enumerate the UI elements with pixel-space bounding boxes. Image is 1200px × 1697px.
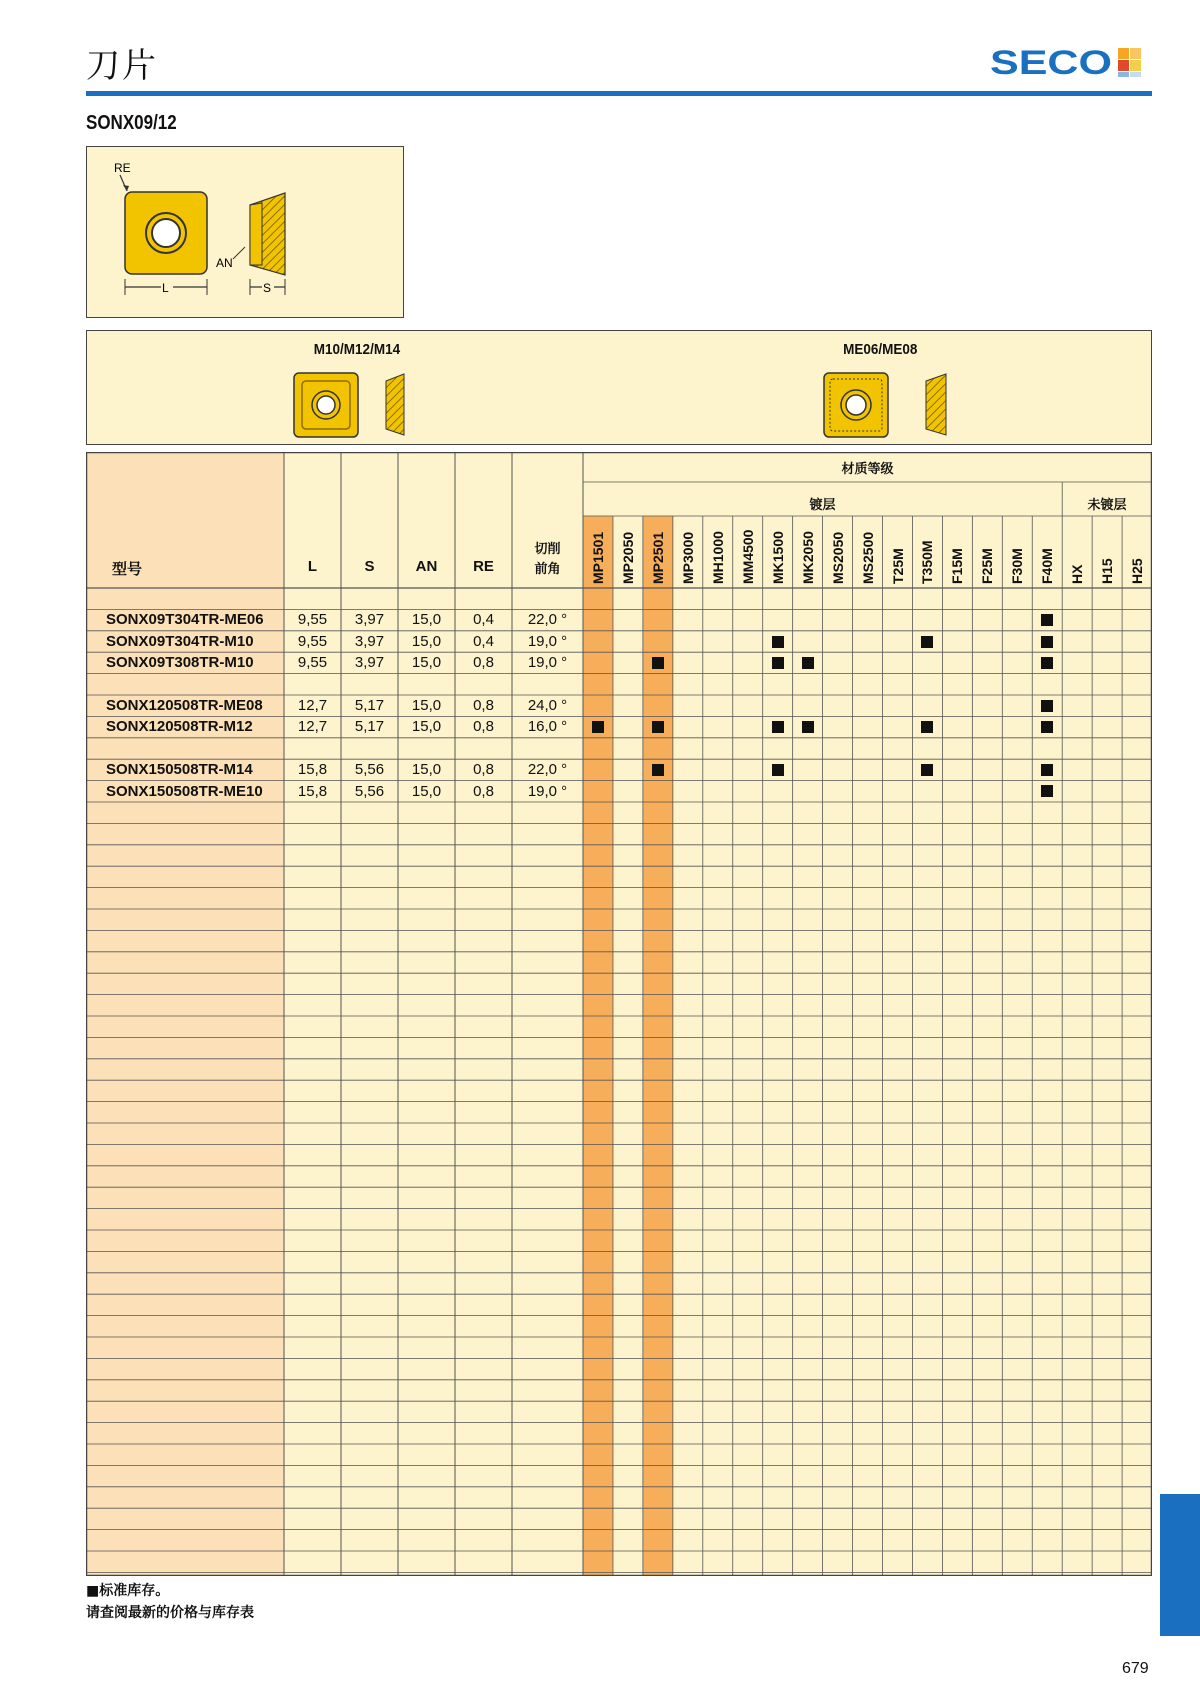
grade-header-hx: HX [1069,564,1086,584]
stock-mark-t350m [921,721,933,733]
row-l: 9,55 [297,654,328,672]
svg-text:SECO: SECO [990,44,1112,80]
header-l: L [307,558,318,575]
row-s: 3,97 [354,632,385,650]
variant-label-m: M10/M12/M14 [313,341,401,358]
svg-text:RE: RE [114,161,131,175]
header-an: AN [415,558,438,575]
grade-header-t25m: T25M [889,548,906,584]
row-an: 15,0 [411,654,442,672]
row-re: 0,8 [473,697,494,714]
svg-text:S: S [263,281,272,295]
stock-mark-mk1500 [772,657,784,669]
insert-dimension-diagram [86,146,404,318]
footnote-price: 请查阅最新的价格与库存表 [86,1605,254,1621]
stock-mark-f40m [1041,764,1053,776]
row-rake: 19,0 ° [527,632,568,650]
row-model: SONX150508TR-ME10 [106,782,263,800]
stock-mark-f40m [1041,785,1053,797]
grade-header-ms2500: MS2500 [859,531,876,584]
svg-text:L: L [162,281,169,295]
grade-header-mk2050: MK2050 [799,531,816,584]
row-re: 0,4 [473,632,494,650]
row-l: 12,7 [297,718,328,736]
row-model: SONX09T308TR-M10 [106,654,254,672]
grade-header-h25: H25 [1129,558,1146,584]
grade-header-mm4500: MM4500 [739,529,756,584]
row-rake: 22,0 ° [527,611,568,629]
row-re: 0,8 [473,718,494,736]
grade-header-f15m: F15M [949,548,966,584]
page-number: 679 [1122,1660,1149,1677]
stock-mark-f40m [1041,636,1053,648]
row-rake: 24,0 ° [527,697,568,714]
row-rake: 19,0 ° [527,782,568,800]
footnote-stock: ■标准库存。 [86,1583,170,1599]
section-tab [1160,1494,1200,1636]
header-uncoated: 未镀层 [1087,497,1127,512]
stock-mark-mk2050 [802,657,814,669]
product-family-title: SONX09/12 [86,112,177,134]
svg-text:AN: AN [216,256,233,270]
row-an: 15,0 [411,611,442,629]
grade-header-f30m: F30M [1009,548,1026,584]
row-an: 15,0 [411,718,442,736]
grade-header-f40m: F40M [1039,548,1056,584]
stock-mark-mp2501 [652,721,664,733]
insert-grade-table [86,452,1152,1576]
stock-mark-f40m [1041,657,1053,669]
grade-header-mp1501: MP1501 [590,531,606,584]
row-s: 3,97 [354,654,385,672]
row-model: SONX09T304TR-M10 [106,632,254,650]
footnote [86,1580,254,1624]
row-l: 15,8 [297,782,328,800]
row-l: 15,8 [297,761,328,779]
header-re: RE [473,558,494,575]
row-s: 5,56 [354,761,385,779]
row-model: SONX150508TR-M14 [106,761,253,779]
grade-header-mp2050: MP2050 [619,531,636,584]
insert-drawing [87,147,405,319]
row-model: SONX120508TR-ME08 [106,697,263,714]
row-an: 15,0 [411,697,442,714]
row-l: 9,55 [297,632,328,650]
stock-mark-f40m [1041,721,1053,733]
row-model: SONX120508TR-M12 [106,718,253,736]
header-coated: 镀层 [809,497,836,512]
header-divider [86,91,1152,96]
row-re: 0,8 [473,654,494,672]
insert-m-image [292,371,412,439]
stock-mark-mk1500 [772,764,784,776]
row-l: 9,55 [297,611,328,629]
row-l: 12,7 [297,697,328,714]
stock-mark-mk1500 [772,721,784,733]
insert-me-image [822,371,962,439]
grade-header-ms2050: MS2050 [829,531,846,584]
row-rake: 16,0 ° [527,718,568,736]
row-an: 15,0 [411,761,442,779]
grade-header-mp2501: MP2501 [649,531,666,584]
row-an: 15,0 [411,782,442,800]
row-an: 15,0 [411,632,442,650]
header-rake-1: 切削 [534,541,561,556]
row-s: 5,17 [354,697,385,714]
header-model: 型号 [111,561,142,578]
row-rake: 22,0 ° [527,761,568,779]
stock-mark-t350m [921,764,933,776]
stock-mark-mk1500 [772,636,784,648]
header-rake-2: 前角 [534,561,561,576]
stock-mark-f40m [1041,700,1053,712]
row-re: 0,4 [473,611,494,629]
grade-header-t350m: T350M [919,540,936,584]
stock-mark-mk2050 [802,721,814,733]
header-grade-group: 材质等级 [841,461,894,476]
stock-mark-f40m [1041,614,1053,626]
grade-header-mk1500: MK1500 [769,531,786,584]
grade-header-f25m: F25M [979,548,996,584]
variant-label-me: ME06/ME08 [843,341,918,358]
seco-logo [990,44,1152,80]
row-rake: 19,0 ° [527,654,568,672]
stock-mark-mp2501 [652,657,664,669]
stock-mark-t350m [921,636,933,648]
insert-variants-panel [86,330,1152,445]
page-title: 刀片 [86,46,158,86]
header-s: S [364,558,375,575]
grade-header-mh1000: MH1000 [709,531,726,584]
row-s: 5,56 [354,782,385,800]
row-s: 3,97 [354,611,385,629]
row-model: SONX09T304TR-ME06 [106,611,264,629]
grade-header-h15: H15 [1099,558,1116,584]
stock-mark-mp2501 [652,764,664,776]
row-re: 0,8 [473,782,494,800]
grade-header-mp3000: MP3000 [679,531,696,584]
row-s: 5,17 [354,718,385,736]
row-re: 0,8 [473,761,494,779]
stock-mark-mp1501 [592,721,604,733]
